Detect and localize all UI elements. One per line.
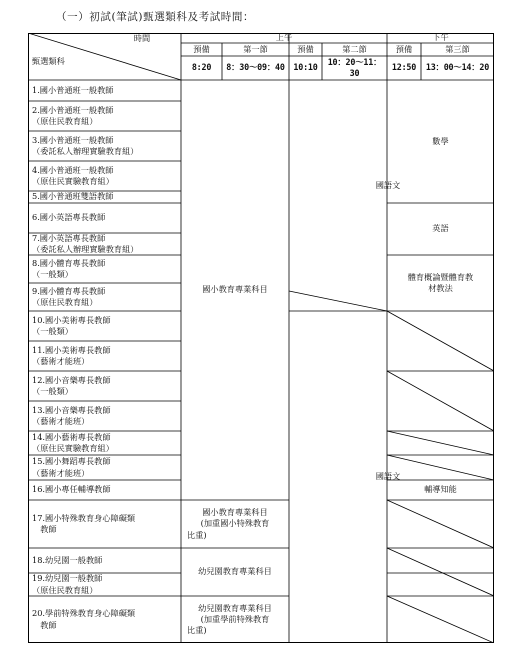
category-row bbox=[28, 573, 181, 596]
exam-schedule-table bbox=[28, 33, 494, 643]
category-name: 7.國小英語專長教師 bbox=[32, 232, 106, 243]
subject-counseling: 輔導知能 bbox=[424, 484, 457, 495]
subject-english: 英語 bbox=[432, 223, 449, 234]
category-row bbox=[28, 311, 181, 341]
category-name: 20.學前特殊教育身心障礙類 bbox=[32, 608, 136, 619]
category-row bbox=[28, 233, 181, 255]
category-row bbox=[28, 101, 181, 131]
category-row bbox=[28, 80, 181, 101]
header-afternoon: 下午 bbox=[432, 32, 449, 43]
category-row bbox=[28, 283, 181, 311]
category-name: 18.幼兒園一般教師 bbox=[32, 554, 103, 565]
time-prep-2: 10:10 bbox=[293, 62, 318, 73]
category-name: 2.國小普通班一般教師 bbox=[32, 104, 114, 115]
header-prep-3: 預備 bbox=[395, 43, 413, 54]
header-morning: 上午 bbox=[275, 32, 293, 43]
category-group: （一般類） bbox=[32, 269, 73, 279]
subject-primary-special-education bbox=[181, 500, 289, 548]
category-name: 14.國小藝術專長教師 bbox=[32, 431, 111, 442]
header-category-label: 甄選類科 bbox=[32, 56, 65, 67]
category-row bbox=[28, 341, 181, 371]
category-row bbox=[28, 401, 181, 431]
category-row bbox=[28, 455, 181, 480]
category-name: 8.國小體育專長教師 bbox=[32, 257, 106, 268]
section-heading: （一）初試(筆試)甄選類科及考試時間： bbox=[56, 11, 255, 23]
category-name: 5.國小普通班雙語教師 bbox=[32, 191, 114, 202]
subject-line: 材教法 bbox=[428, 283, 453, 293]
time-prep-1: 8:20 bbox=[191, 62, 212, 73]
category-group: （委託私人辦理實驗教育組） bbox=[32, 146, 139, 156]
header-session-1: 第一節 bbox=[243, 43, 268, 54]
category-group: （一般類） bbox=[32, 386, 73, 396]
time-prep-3: 12:50 bbox=[391, 62, 417, 73]
category-group: （藝術才能班） bbox=[32, 467, 90, 478]
category-group: （原住民教育組） bbox=[32, 116, 98, 126]
category-row bbox=[28, 548, 181, 573]
subject-line: 比重) bbox=[187, 529, 207, 540]
subject-chinese-upper: 國語文 bbox=[375, 179, 401, 190]
category-group: （原住民實驗教育組） bbox=[32, 443, 114, 453]
category-row bbox=[28, 203, 181, 233]
category-group: （藝術才能班） bbox=[32, 416, 90, 426]
header-session-3: 第三節 bbox=[445, 43, 470, 54]
category-group: （原住民實驗教育組） bbox=[32, 176, 114, 186]
category-name: 6.國小英語專長教師 bbox=[32, 212, 106, 223]
header-session-2: 第二節 bbox=[342, 43, 367, 54]
category-row bbox=[28, 191, 181, 203]
category-group: （原住民教育組） bbox=[32, 584, 98, 595]
category-name: 9.國小體育專長教師 bbox=[32, 285, 106, 296]
category-group: （委託私人辦理實驗教育組） bbox=[32, 244, 139, 254]
subject-line: 幼兒園教育專業科目 bbox=[198, 602, 272, 613]
category-name: 12.國小音樂專長教師 bbox=[32, 374, 111, 385]
subject-primary-education: 國小教育專業科目 bbox=[202, 284, 268, 295]
category-name: 13.國小音樂專長教師 bbox=[32, 404, 111, 415]
category-row bbox=[28, 431, 181, 455]
time-session-1: 8：30～09：40 bbox=[226, 62, 285, 73]
category-row bbox=[28, 161, 181, 191]
category-row bbox=[28, 131, 181, 161]
subject-preschool-special-education bbox=[181, 596, 289, 643]
category-name: 11.國小美術專長教師 bbox=[32, 344, 111, 355]
category-name: 15.國小舞蹈專長教師 bbox=[32, 456, 111, 467]
category-group: （藝術才能班） bbox=[32, 356, 90, 366]
category-name: 1.國小普通班一般教師 bbox=[32, 84, 114, 95]
header-prep-1: 預備 bbox=[193, 43, 210, 54]
header-time-label: 時間 bbox=[133, 33, 151, 44]
subject-math: 數學 bbox=[432, 135, 449, 146]
time-session-2: 10：20～11：30 bbox=[327, 56, 382, 78]
subject-line: (加重國小特殊教育 bbox=[200, 518, 270, 529]
category-name: 17.國小特殊教育身心障礙類 bbox=[32, 512, 136, 523]
category-row bbox=[28, 255, 181, 283]
subject-kindergarten-education: 幼兒園教育專業科目 bbox=[198, 566, 272, 577]
time-session-3: 13：00～14：20 bbox=[425, 62, 490, 73]
category-name: 3.國小普通班一般教師 bbox=[32, 134, 114, 145]
subject-line: 體育概論暨體育教 bbox=[407, 271, 474, 282]
category-group: （原住民教育組） bbox=[32, 297, 98, 307]
subject-line: 比重) bbox=[187, 625, 207, 636]
category-group: 教師 bbox=[32, 524, 57, 534]
category-name: 19.幼兒園一般教師 bbox=[32, 573, 103, 584]
subject-chinese-lower: 國語文 bbox=[375, 471, 401, 482]
category-group: （一般類） bbox=[32, 326, 73, 336]
category-row bbox=[28, 500, 181, 548]
header-prep-2: 預備 bbox=[297, 43, 314, 54]
category-name: 16.國小專任輔導教師 bbox=[32, 484, 111, 495]
grid-line bbox=[289, 291, 387, 311]
category-group: 教師 bbox=[32, 619, 57, 630]
category-row bbox=[28, 371, 181, 401]
category-name: 4.國小普通班一般教師 bbox=[32, 164, 114, 175]
subject-line: (加重學前特殊教育 bbox=[200, 613, 270, 624]
subject-line: 國小教育專業科目 bbox=[202, 507, 268, 518]
category-row bbox=[28, 596, 181, 643]
subject-pe-theory bbox=[387, 255, 494, 311]
category-name: 10.國小美術專長教師 bbox=[32, 314, 111, 325]
category-row bbox=[28, 480, 181, 500]
